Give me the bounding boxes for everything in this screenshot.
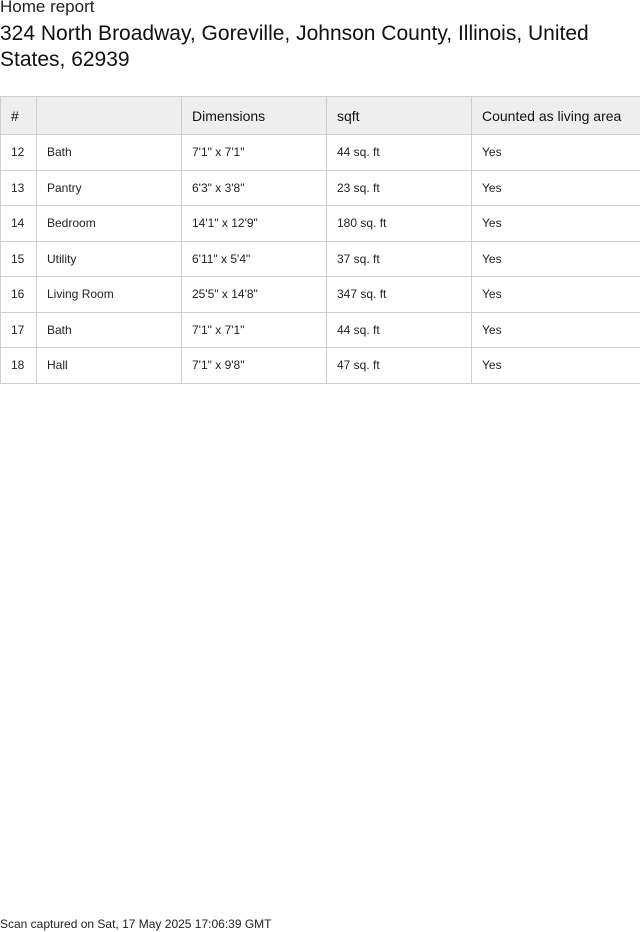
room-dimensions: 7'1" x 7'1" [182,312,327,348]
living-area-flag: Yes [472,135,640,171]
table-row [1,348,640,384]
room-name: Bedroom [37,206,182,242]
room-dimensions: 25'5" x 14'8" [182,277,327,313]
table-header-row [1,97,640,135]
room-sqft: 44 sq. ft [327,135,472,171]
room-sqft: 37 sq. ft [327,241,472,277]
room-name: Bath [37,135,182,171]
living-area-flag: Yes [472,277,640,313]
report-label: Home report [0,0,95,16]
table-row [1,170,640,206]
row-number: 13 [1,170,37,206]
living-area-flag: Yes [472,312,640,348]
row-number: 14 [1,206,37,242]
room-sqft: 47 sq. ft [327,348,472,384]
row-number: 16 [1,277,37,313]
table-row [1,135,640,171]
column-header-number: # [1,97,37,135]
room-name: Utility [37,241,182,277]
room-dimensions: 6'11" x 5'4" [182,241,327,277]
room-name: Living Room [37,277,182,313]
table-row [1,312,640,348]
column-header-sqft: sqft [327,97,472,135]
living-area-flag: Yes [472,170,640,206]
table-row [1,241,640,277]
room-sqft: 23 sq. ft [327,170,472,206]
property-address: 324 North Broadway, Goreville, Johnson County, Illinois, United States, 62939 [0,22,589,71]
room-name: Bath [37,312,182,348]
room-name: Hall [37,348,182,384]
living-area-flag: Yes [472,241,640,277]
table-row [1,277,640,313]
table-row [1,206,640,242]
row-number: 15 [1,241,37,277]
room-dimensions: 7'1" x 7'1" [182,135,327,171]
room-name: Pantry [37,170,182,206]
room-dimensions: 7'1" x 9'8" [182,348,327,384]
column-header-living-area: Counted as living area [472,97,640,135]
living-area-flag: Yes [472,206,640,242]
room-dimensions: 14'1" x 12'9" [182,206,327,242]
room-sqft: 347 sq. ft [327,277,472,313]
column-header-dimensions: Dimensions [182,97,327,135]
room-sqft: 180 sq. ft [327,206,472,242]
room-sqft: 44 sq. ft [327,312,472,348]
column-header-room [37,97,182,135]
row-number: 17 [1,312,37,348]
rooms-table [0,96,640,384]
row-number: 12 [1,135,37,171]
living-area-flag: Yes [472,348,640,384]
scan-capture-timestamp: Scan captured on Sat, 17 May 2025 17:06:39 GMT [0,917,272,931]
room-dimensions: 6'3" x 3'8" [182,170,327,206]
row-number: 18 [1,348,37,384]
